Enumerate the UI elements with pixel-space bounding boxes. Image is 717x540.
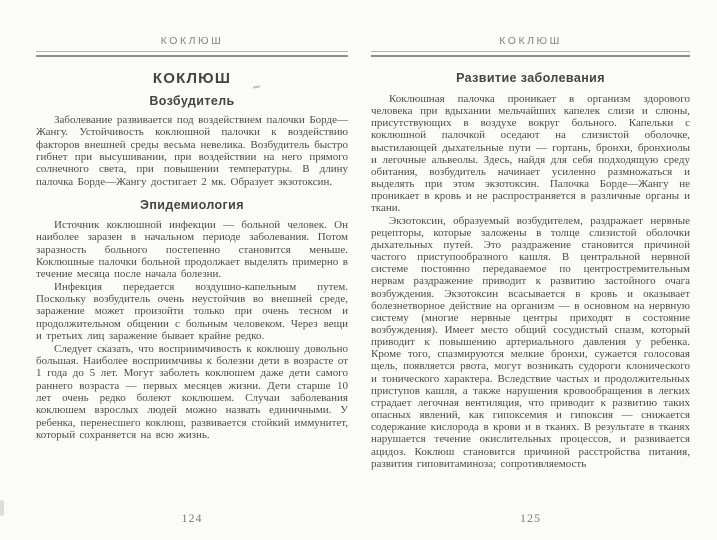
body-paragraph: Инфекция передается воздушно-капельным путем. Поскольку возбудитель очень неустойчив во внешней среде, заражение может произойти только при очень тесном и продолжительном общении с больным человеком. Через вещи и третьих лиц заражение бывает крайне редко. xyxy=(36,280,348,343)
scan-artifact xyxy=(0,500,4,516)
page-number: 125 xyxy=(520,511,541,525)
section-heading-vozbuditel: Возбудитель xyxy=(149,94,235,108)
page-number: 124 xyxy=(181,511,203,525)
header-double-rule xyxy=(36,51,348,57)
intro-text-block xyxy=(36,114,348,188)
development-text-block xyxy=(371,93,690,470)
body-paragraph: Коклюшная палочка проникает в организм здорового человека при вдыхании мельчайших капелек слизи и слюны, присутствующих в воздухе вокруг больного. Капельки с коклюшной палочкой оседают на слизистой оболочке, выстилающей дыхательные пути — гортань, бронхи, бронхиолы и легочные альвеолы. Здесь, найдя для себя подходящую среду обитания, возбудитель начинает усиленно размножаться и выделять при этом экзотоксин. Палочка Борде—Жангу не проникает в кровь и не распространяется в различные органы и ткани. xyxy=(371,93,690,215)
left-page xyxy=(36,0,348,540)
body-paragraph: Заболевание развивается под воздействием палочки Борде—Жангу. Устойчивость коклюшной палочки к воздействию факторов внешней среды весьма невелика. Возбудитель быстро гибнет при высушивании, при воздействии на него прямого солнечного света, при повышении температуры. В длину палочка Борде—Жангу достигает 2 мк. Образует экзотоксин. xyxy=(36,114,348,188)
body-paragraph: Источник коклюшной инфекции — больной человек. Он наиболее заразен в начальном периоде заболевания. Потом заразность больного постепенно становится меньше. Коклюшные палочки больной продолжает выделять примерно в течение месяца после начала болезни. xyxy=(36,219,348,281)
right-page xyxy=(371,0,690,540)
running-head: КОКЛЮШ xyxy=(160,35,224,47)
body-paragraph: Следует сказать, что восприимчивость к коклюшу довольно большая. Наиболее восприимчивы к болезни дети в возрасте от 1 года до 5 лет. Могут заболеть коклюшем даже дети самого раннего возраста — первых месяцев жизни. Дети старше 10 лет очень редко болеют коклюшем. Случаи заболевания коклюшем взрослых людей можно назвать единичными. У ребенка, перенесшего коклюш, развивается стойкий иммунитет, который сохраняется на всю жизнь. xyxy=(36,342,348,441)
epidemiology-text-block xyxy=(36,219,348,441)
section-heading-epidemiologiya: Эпидемиология xyxy=(140,198,244,213)
section-heading-razvitie: Развитие заболевания xyxy=(456,71,605,85)
header-double-rule xyxy=(371,51,690,57)
chapter-title: КОКЛЮШ xyxy=(152,70,232,87)
running-head: КОКЛЮШ xyxy=(499,35,562,47)
body-paragraph: Экзотоксин, образуемый возбудителем, раздражает нервные рецепторы, которые заложены в толще слизистой оболочки дыхательных путей. Это раздражение становится причиной частого приступообразного кашля. В центральной нервной системе постоянно передаваемое по центростремительным нервам раздражение приводит к развитию застойного очага возбуждения. Экзотоксин всасывается в кровь и оказывает болезнетворное действие на организм — в основном на нервную систему (многие нервные центры приходят в состояние возбуждения). Имеет место общий сосудистый спазм, который приводит к повышению артериального давления у ребенка. Кроме того, спазмируются мелкие бронхи, сужается голосовая щель, появляется рвота, могут возникать судороги клонического и тонического характера. Вследствие частых и продолжительных приступов кашля, а также нарушения кровообращения в легких страдает легочная вентиляция, что приводит к развитию таких опасных явлений, как гипоксемия и гипоксия — снижается содержание кислорода в крови и в тканях. В результате в тканях нарушается течение окислительных процессов, и развивается ацидоз. Коклюш становится причиной расстройства питания, развития гиповитаминоза; сопротивляемость xyxy=(371,214,690,470)
